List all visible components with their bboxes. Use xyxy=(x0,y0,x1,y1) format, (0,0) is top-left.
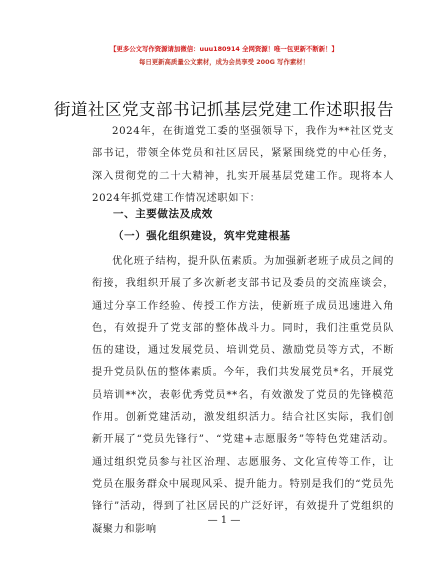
subsection-heading: （一）强化组织建设，筑牢党建根基 xyxy=(113,230,291,242)
promo-banner-line-1: 【更多公文写作资源请加微信：uuu180914 全网资源！唯一包更新不断新！】 xyxy=(110,45,338,53)
section-heading: 一、主要做法及成效 xyxy=(113,208,213,220)
document-title: 街道社区党支部书记抓基层党建工作述职报告 xyxy=(54,100,394,119)
body-paragraph: 优化班子结构，提升队伍素质。为加强新老班子成员之间的衔接，我组织开展了多次新老支部书记及委员的交流座谈会，通过分享工作经验、传授工作方法，使新班子成员迅速进入角色，有效提升了党支部的整体战斗力。同时，我们注重党员队伍的建设，通过发展党员、培训党员、激励党员等方式，不断提升党员队伍的整体素质。今年，我们共发展党员*名，开展党员培训**次，表彰优秀党员**名，有效激发了党员的先锋模范作用。创新党建活动，激发组织活力。结合社区实际，我们创新开展了“党员先锋行”、“党建+志愿服务”等特色党建活动。通过组织党员参与社区治理、志愿服务、文化宣传等工作，让党员在服务群众中展现风采、提升能力。特别是我们的“党员先锋行”活动，得到了社区居民的广泛好评，有效提升了党组织的凝聚力和影响 xyxy=(92,256,394,535)
page-number: — 1 — xyxy=(207,515,241,526)
intro-paragraph: 2024年，在街道党工委的坚强领导下，我作为**社区党支部书记，带领全体党员和社区居民，紧紧围绕党的中心任务，深入贯彻党的二十大精神，扎实开展基层党建工作。现将本人2024年抓党建工作情况述职如下： xyxy=(92,126,394,204)
promo-banner-line-2: 每日更新高质量公文素材，成为会员享受 200G 写作素材！ xyxy=(138,58,310,66)
